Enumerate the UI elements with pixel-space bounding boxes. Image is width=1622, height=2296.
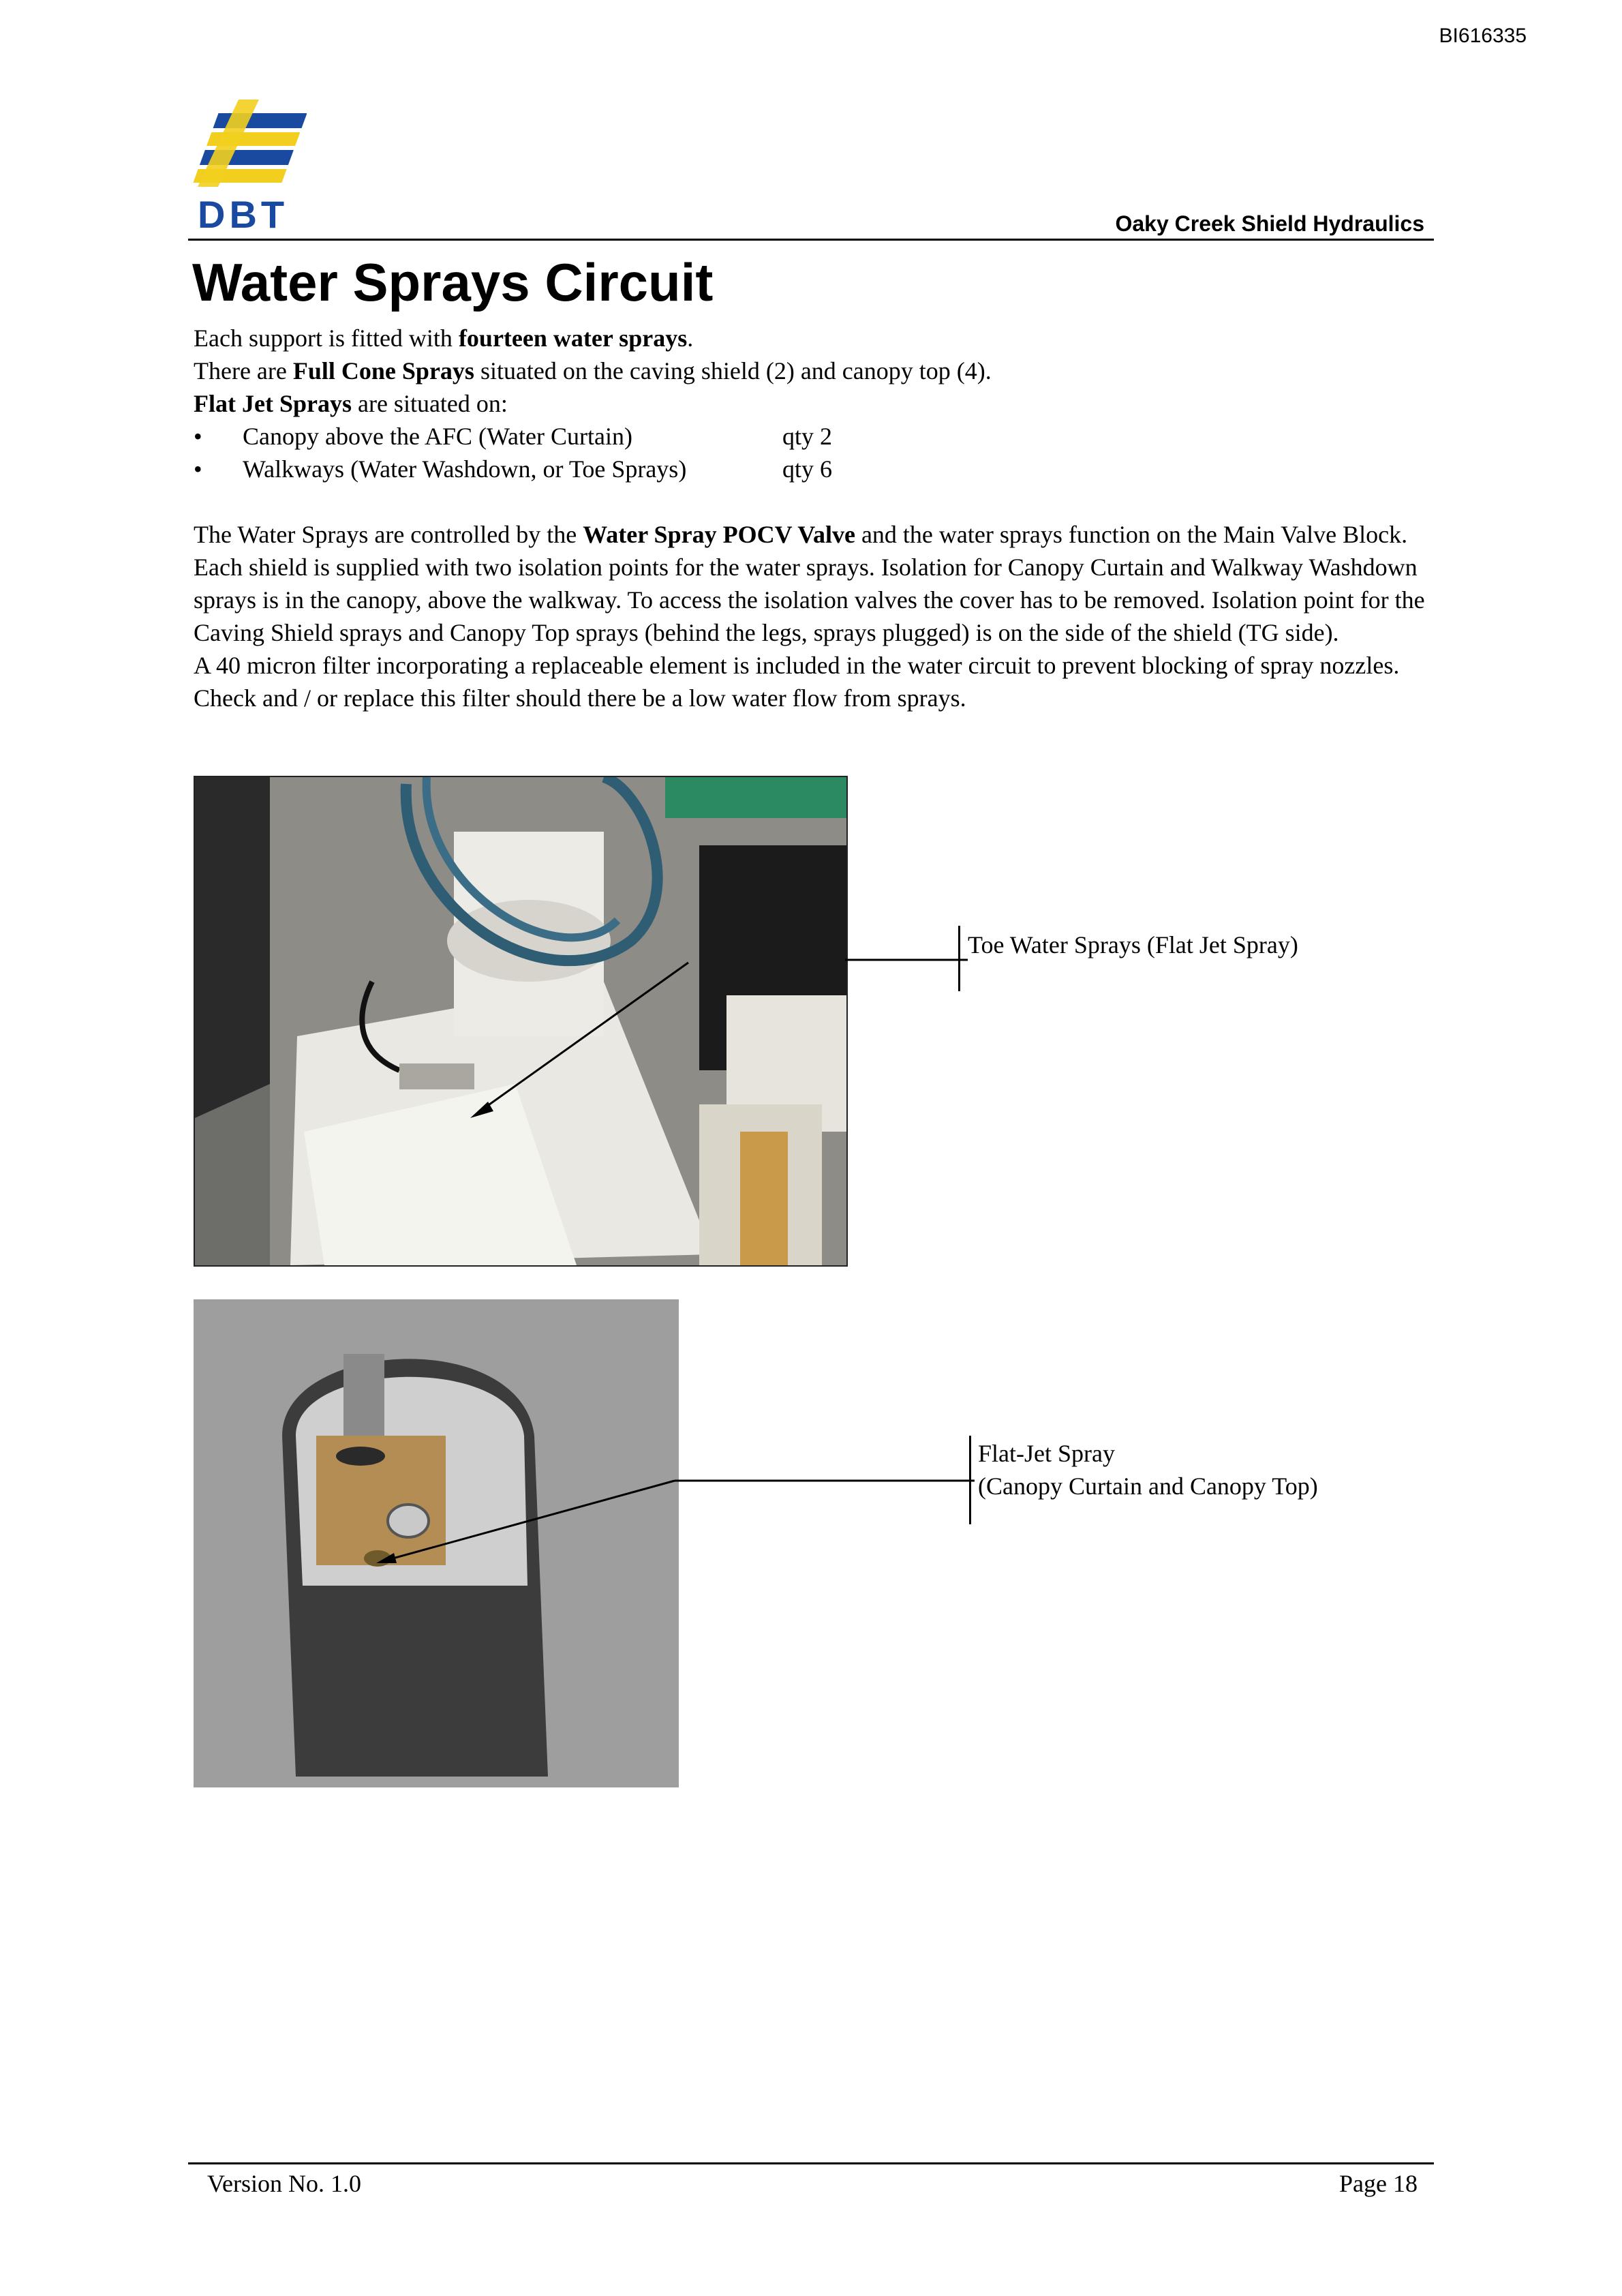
header-divider xyxy=(188,239,1434,241)
version-number: Version No. 1.0 xyxy=(207,2170,361,2197)
footer-divider xyxy=(188,2162,1434,2164)
list-item xyxy=(194,453,1427,485)
page-title: Water Sprays Circuit xyxy=(192,252,714,312)
spray-location-list xyxy=(194,420,1427,485)
bullet-icon: • xyxy=(194,423,202,450)
page-number: Page 18 xyxy=(1339,2170,1418,2197)
filter-text: A 40 micron filter incorporating a replaceable element is included in the water circuit to prevent blocking of spray nozzles. Check and / or replace this filter should there be a low water flow from sprays. xyxy=(194,652,1400,712)
list-item-label: Canopy above the AFC (Water Curtain) xyxy=(243,423,632,450)
list-item-qty: qty 2 xyxy=(782,423,833,450)
intro-line-1: Each support is fitted with fourteen water sprays. xyxy=(194,324,694,352)
flat-jet-callout xyxy=(978,1437,1421,1502)
document-id: BI616335 xyxy=(1439,25,1527,47)
flat-jet-callout-title: Flat-Jet Spray xyxy=(978,1440,1115,1467)
list-item xyxy=(194,420,1427,453)
callout-bracket xyxy=(958,926,960,991)
callout-bracket xyxy=(969,1436,971,1524)
description-paragraph xyxy=(194,518,1427,714)
bullet-icon: • xyxy=(194,455,202,483)
description-text: The Water Sprays are controlled by the Water Spray POCV Valve and the water sprays function on the Main Valve Block. Each shield is supplied with two isolation points for the water sprays. Isolation for Canopy Curtain and Walkway Washdown sprays is in the canopy, above the walkway. To access the isolation valves the cover has to be removed. Isolation point for the Caving Shield sprays and Canopy Top sprays (behind the legs, sprays plugged) is on the side of the shield (TG side). xyxy=(194,521,1425,646)
intro-line-2: There are Full Cone Sprays situated on the caving shield (2) and canopy top (4). xyxy=(194,357,992,384)
list-item-qty: qty 6 xyxy=(782,455,833,483)
logo-text: DBT xyxy=(198,193,289,236)
intro-block xyxy=(194,322,1427,420)
flat-jet-callout-subtitle: (Canopy Curtain and Canopy Top) xyxy=(978,1472,1318,1500)
header-title: Oaky Creek Shield Hydraulics xyxy=(1115,211,1424,236)
list-item-label: Walkways (Water Washdown, or Toe Sprays) xyxy=(243,455,687,483)
toe-sprays-pointer xyxy=(463,791,968,1132)
intro-line-3: Flat Jet Sprays are situated on: xyxy=(194,390,508,417)
flat-jet-pointer xyxy=(368,1466,975,1588)
toe-sprays-callout: Toe Water Sprays (Flat Jet Spray) xyxy=(968,931,1298,958)
